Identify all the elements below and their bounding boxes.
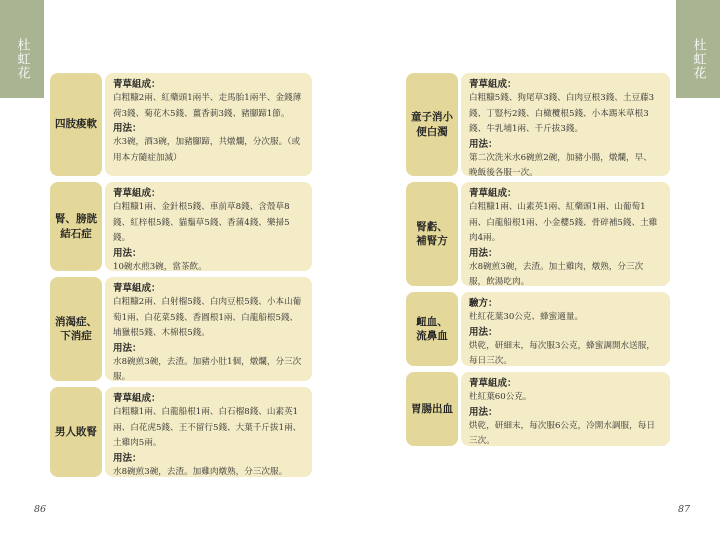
section-text: 杜紅花葉30公克、蜂蜜適量。 [469, 312, 584, 322]
remedy-card [461, 182, 670, 286]
symptom-label [406, 372, 458, 446]
section-heading: 驗方： [469, 298, 498, 309]
section-text: 10碗水煎3碗，當茶飲。 [113, 261, 207, 272]
remedy-card [105, 182, 312, 271]
symptom-label-line: 消渴症、 [55, 315, 97, 328]
section-text: 白粗糠2兩、紅藥頭1兩半、走馬胎1兩半、金錢薄荷3錢、菊花木5錢、薑香莿3錢、豬腳蹄1節。 [113, 93, 302, 119]
symptom-label-line: 下消症 [60, 330, 92, 342]
section-heading: 青草組成： [113, 393, 161, 404]
remedy-entry-gastrointestinal-bleeding [406, 372, 670, 446]
section-heading: 用法： [113, 342, 142, 354]
section-text: 烘乾，研細末，每次服6公克，冷開水調服，每日三次。 [469, 420, 655, 446]
section-heading: 用法： [469, 406, 498, 418]
section-heading: 用法： [113, 247, 142, 259]
section-text: 白粗糠2兩、白射榴5錢、白肉豆根5錢、小本山葡萄1兩、白花菜5錢、香圓根1兩、白龍船根5錢、埔獵根5錢、木棉根5錢。 [113, 297, 302, 338]
herb-name-tab-right [676, 0, 720, 98]
section-heading: 用法： [113, 452, 142, 464]
symptom-label-line: 胃腸出血 [411, 402, 453, 415]
section-heading: 青草組成： [469, 79, 517, 90]
section-text: 白粗糠1兩、白龍船根1兩、白石榴8錢、山素英1兩、白花虎5錢、王不留行5錢、大葉千斤拔1兩、土雞肉5兩。 [113, 407, 302, 448]
herb-name-tab-left [0, 0, 44, 98]
section-text: 白粗糠1兩、金針根5錢、車前草8錢、含殼草8錢、紅梓根5錢、貓鬚草5錢、香蒲4錢、樂掃5錢。 [113, 202, 290, 243]
remedy-entry-diabetes [50, 277, 312, 381]
section-text: 白粗糠1兩、山素英1兩、紅藥頭1兩、山葡萄1兩、白龍船根1兩、小金櫻5錢、骨碎補5錢、土雞肉4兩。 [469, 202, 658, 243]
symptom-label-line: 便白濁 [416, 125, 448, 138]
symptom-label-line: 腎虧、 [416, 220, 448, 233]
symptom-label [50, 182, 102, 271]
page-number-right: 87 [678, 504, 691, 515]
section-heading: 用法： [469, 138, 498, 150]
section-heading: 用法： [113, 123, 142, 134]
section-heading: 用法： [469, 247, 498, 259]
section-heading: 青草組成： [113, 188, 161, 199]
section-text: 烘乾，研細末，每次服3公克，蜂蜜調開水送服，每日三次。 [469, 340, 655, 366]
section-text: 水3碗，酒3碗，加豬腳蹄，共燉爛，分次服。（或用本方隨症加減） [113, 137, 301, 163]
section-text: 水8碗煎3碗，去渣。加豬小肚1個，燉爛，分三次服。 [113, 356, 302, 382]
section-heading: 青草組成： [113, 283, 161, 294]
section-heading: 青草組成： [469, 188, 517, 199]
symptom-label [406, 292, 458, 366]
section-text: 水8碗煎3碗，去渣。加土雞肉，燉熟，分三次服，飲湯吃肉。 [469, 261, 644, 287]
remedy-entry-kidney-deficiency-men [50, 387, 312, 477]
symptom-label [50, 73, 102, 176]
remedy-card [105, 277, 312, 381]
symptom-label-line: 腎、膀胱 [55, 213, 97, 226]
section-text: 白粗糠5錢、狗尾草3錢、白肉豆根3錢、土豆藤3錢、丁豎杇2錢、白橄欖根5錢、小本踢米草根3錢、牛乳埔1兩、千斤拔3錢。 [469, 93, 655, 134]
page-number-left: 86 [34, 504, 47, 515]
remedy-card [105, 73, 312, 176]
section-text: 杜紅葉60公克。 [469, 392, 532, 402]
remedy-card [461, 73, 670, 176]
remedy-entry-child-cloudy-urine [406, 73, 670, 176]
symptom-label [406, 182, 458, 286]
section-heading: 用法： [469, 326, 498, 338]
symptom-label [50, 387, 102, 477]
symptom-label-line: 補腎方 [416, 235, 448, 247]
section-heading: 青草組成： [469, 378, 517, 389]
herb-name-left: 杜虹花 [14, 38, 30, 80]
remedy-card [461, 292, 670, 366]
symptom-label-line: 男人敗腎 [55, 425, 97, 438]
remedy-entry-kidney-tonic [406, 182, 670, 286]
symptom-label-line: 童子消小 [411, 111, 453, 124]
section-text: 第二次洗米水6碗煎2碗，加豬小腸，燉爛，早、晚飯後各服一次。 [469, 152, 652, 178]
section-text: 水8碗煎3碗，去渣。加雞肉燉熟，分三次服。 [113, 466, 288, 477]
remedy-entry-nosebleed [406, 292, 670, 366]
section-heading: 青草組成： [113, 79, 161, 90]
symptom-label-line: 流鼻血 [416, 330, 448, 342]
symptom-label-line: 衄血、 [416, 315, 448, 328]
remedy-card [461, 372, 670, 446]
remedy-entry-kidney-stones [50, 182, 312, 271]
symptom-label [50, 277, 102, 381]
symptom-label-line: 四肢痠軟 [55, 118, 97, 131]
remedy-entry-limb-weakness [50, 73, 312, 176]
right-page [360, 0, 720, 540]
herb-name-right: 杜虹花 [690, 38, 706, 80]
symptom-label [406, 73, 458, 176]
remedy-card [105, 387, 312, 477]
symptom-label-line: 結石症 [60, 227, 92, 240]
